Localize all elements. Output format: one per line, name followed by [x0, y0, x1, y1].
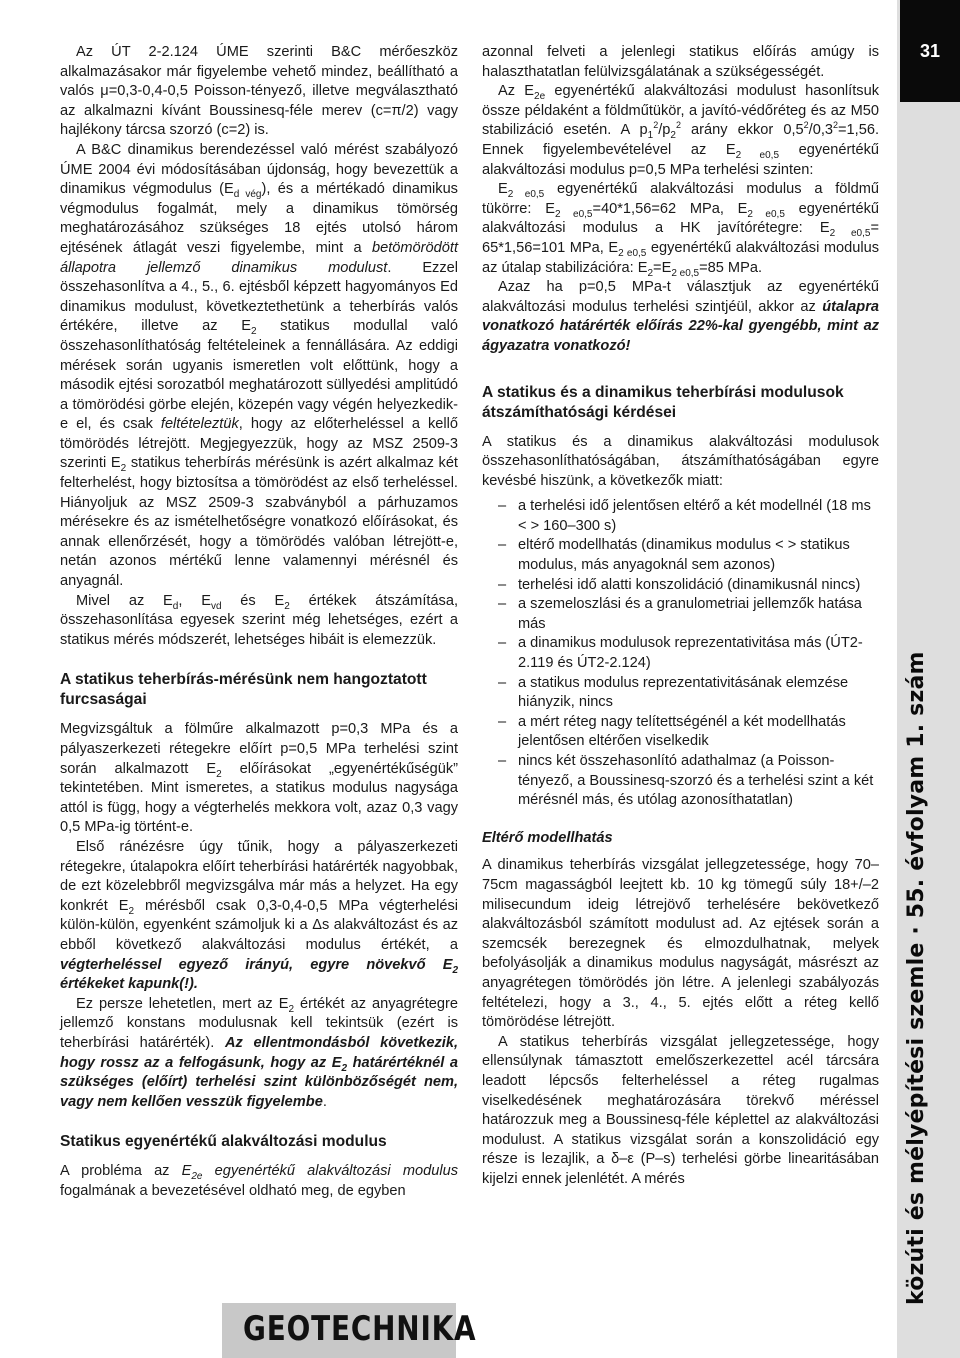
page-number: 31 [900, 0, 960, 102]
right-column [482, 43, 879, 1189]
left-paragraph-4: Megvizsgáltuk a fölműre alkalmazott p=0,3 MPa és a pályaszerkezeti rétegekre előírt p=0,5 MPa terhelési szint során alkalmazott $E_2$ előírásokat „egyenértékűségük” tekintetében. Mint ismeretes, a statikus modulus nagysága attól is függ, hogy a végterhelés mekkora volt, azaz 0,3 vagy 0,5 MPa-ig történt-e. [60, 721, 458, 836]
left-paragraph-1: Az ÚT 2-2.124 ÚME szerinti B&C mérőeszköz alkalmazásakor már figyelembe vehető mindez, beállítható a valós μ=0,3-0,4-0,5 Poisson-tényező, illetve megválasztható az alkalmazni kívánt Boussinesq-féle merev (c=π/2) vagy hajlékony tárcsa szorzó (c=2) is. [60, 44, 458, 139]
right-paragraph-3: $E_{2 e0,5}$ egyenértékű alakváltozási modulus a földmű tükörre: $E_{2 e0,5}=40*1,56=62$ MPa, $E_{2 e0,5}$ egyenértékű alakváltozási modulus a HK javítórétegre: $E_{2 e0,5}= 65*1,56=101$ MPa, $E_{2 e0,5}$ egyenértékű alakváltozási modulus az útalap stabilizációra: $E_2=E_{2 e0,5}=85$ MPa. [482, 181, 880, 279]
list-item: – terhelési idő alatti konszolidáció (dinamikusnál nincs) [482, 576, 879, 596]
list-item: – a szemeloszlási és a granulometriai jellemzők hatása más [482, 595, 879, 634]
section-heading-static-curiosities: A statikus teherbírás-mérésünk nem hangoztatott furcsaságai [60, 671, 427, 709]
right-paragraph-4: Azaz ha p=0,5 MPa-t választjuk az egyenértékű alakváltozási modulus terhelési szintjéül, akkor az útalapra vonatkozó határérték előírás 22%-kal gyengébb, mint az ágyazatra vonatkozó! [482, 279, 879, 354]
journal-side-title: közúti és mélyépítési szemle · 55. évfolyam 1. szám [904, 651, 929, 1305]
list-item: – eltérő modellhatás (dinamikus modulus < > statikus modulus, más anyagoknál sem azonos) [482, 536, 879, 575]
left-paragraph-2: A B&C dinamikus berendezéssel való mérést szabályozó ÚME 2004 évi módosításában újdonság, hogy bevezettük a dinamikus végmodulus $(E_{d vég})$, és a mértékadó dinamikus végmodulus fogalmát, mely a dinamikus tömörség meghatározásához szükséges 18 ejtés utolsó három ejtésének átlagát veszi figyelembe, mint a betömörödött állapotra jellemző dinamikus modulust. Ezzel összehasonlítva a 4., 5., 6. ejtésből képzett hagyományos Ed dinamikus modulust, következtethetünk a teherbírás valós értékére, illetve az $E_2$ statikus modullal való összehasonlíthatóság feltételeinek a fennállására. Az eddigi mérések során ugyanis ismeretlen volt előttünk, hogy a második ejtési sorozatból meghatározott süllyedési amplitúdó a tömörödési görbe elején, közepén vagy végén helyezkedik-e el, és csak feltételeztük, hogy az előterheléssel a kellő tömörödés létrejött. Megjegyezzük, hogy az MSZ 2509-3 szerinti $E_2$ statikus teherbírás mérésünk is azért alkalmaz két felterhelést, hogy biztosítsa a tömörödést az első terheléssel. Hiányoljuk az MSZ 2509-3 szabványból a párhuzamos mérésekre és az ismételhetőségre vonatkozó előírásokat, és annak ellenőrzését, hogy a tömörödés valóban létrejött-e, netán azonos mértékű lenne valamennyi mérésnél és anyagnál. [60, 141, 459, 590]
right-paragraph-6: A dinamikus teherbírás vizsgálat jellegzetessége, hogy 70–75cm magasságból leejtett kb. 10 kg tömegű súly 18+/–2 milisecundum ideig létrejövő terhelésére bekövetkező alakváltozásból számított modulust ad. Az ejtések során a szemcsék berezegnek és elmozdulhatnak, melyek befolyásolják a dinamikus modulus nagyságát, másrészt az anyagrétegen tömörödés jön létre. A jelenlegi szabályozás feltételezi, hogy a 3., 4., 5. ejtés előtt a réteg kellő tömörödése létrejött. [482, 857, 879, 1031]
right-paragraph-2: Az $E_{2e}$ egyenértékű alakváltozási modulust hasonlítsuk össze példaként a földműtükör, a javító-védőréteg és az M50 stabilizáció esetén. A $p_1^2/p_2^2$ arány ekkor $0,5^2/0,3^2=1,56$. Ennek figyelembevételével az $E_{2 e0,5}$ egyenértékű alakváltozási modulus p=0,5 MPa terhelési szinten: [482, 83, 879, 178]
left-paragraph-7: A probléma az $E_{2e}$ egyenértékű alakváltozási modulus fogalmának a bevezetésével oldható meg, de egyben [60, 1163, 458, 1199]
subheading-model-effect: Eltérő modellhatás [482, 829, 613, 846]
left-paragraph-3: Mivel az $E_d$, $E_{vd}$ és $E_2$ értékek átszámítása, összehasonlítása egyesek szerint még lehetséges, ezért a statikus mérés módszerét, lehetséges hibáit is elemezzük. [60, 592, 459, 648]
right-paragraph-1: azonnal felveti a jelenlegi statikus előírás amúgy is halaszthatatlan felülvizsgálatának a szükségességét. [482, 44, 879, 80]
right-paragraph-7: A statikus teherbírás vizsgálat jellegzetessége, hogy ellensúlynak támasztott emelőszerkezettel acél tárcsára leadott lépcsős felterheléssel a réteg rugalmas viselkedésének meghatározására törekvő méréssel határozzuk meg a Boussinesq-féle képlettel az alakváltozási modulust. A statikus vizsgálat során a konszolidáció egy része is lezajlik, a δ–ε (P–s) terhelési görbe linearitásában kijelzi ennek jelenlétét. A mérés [482, 1033, 879, 1187]
right-paragraph-5: A statikus és a dinamikus alakváltozási modulusok összehasonlíthatóságában, átszámíthatóságában egyre kevésbé hiszünk, a következők miatt: [482, 433, 879, 489]
section-heading-equivalent-modulus: Statikus egyenértékű alakváltozási modulus [60, 1133, 387, 1151]
left-paragraph-5: Első ránézésre úgy tűnik, hogy a pályaszerkezeti rétegekre, útalapokra előírt teherbírási határérték nagyobbak, de ezt közelebbről megvizsgálva már más a helyzet. Ha egy konkrét $E_2$ mérésből csak 0,3-0,4-0,5 MPa végterhelési külön-külön, egyenként számoljuk ki a Δs alakváltozást és az ebből következő alakváltozási modulus értékét, a végterheléssel egyező irányú, egyre növekvő $E_2$ értékeket kapunk(!). [60, 838, 458, 993]
section-footer-title: GEOTECHNIKA [243, 1309, 477, 1349]
list-item: – a terhelési idő jelentősen eltérő a két modellnél (18 ms < > 160–300 s) [482, 497, 879, 536]
list-item: – a mért réteg nagy telítettségénél a két modellhatás jelentősen eltérően viselkedik [482, 713, 879, 752]
reasons-list [482, 497, 879, 811]
list-item: – a dinamikus modulusok reprezentativitása más (ÚT2-2.119 és ÚT2-2.124) [482, 634, 879, 673]
list-item: – nincs két összehasonlító adathalmaz (a Poisson-tényező, a Boussinesq-szorzó és a terhelési szint a két mérésnél más, és utólag azonosíthatatlan) [482, 752, 879, 811]
left-column [60, 43, 458, 1201]
list-item: – a statikus modulus reprezentativitásának elemzése hiányzik, nincs [482, 674, 879, 713]
section-heading-convertibility: A statikus és a dinamikus teherbírási modulusok átszámíthatósági kérdései [482, 383, 844, 421]
left-paragraph-6: Ez persze lehetetlen, mert az $E_2$ értékét az anyagrétegre jellemző konstans modulusnak kell tekintsük (ezért is teherbírási határérték). Az ellentmondásból következik, hogy rossz az a felfogásunk, hogy az $E_2$ határértéknél a szükséges (előírt) terhelési szint különbözőségét nem, vagy nem kellően vesszük figyelembe. [60, 995, 458, 1110]
